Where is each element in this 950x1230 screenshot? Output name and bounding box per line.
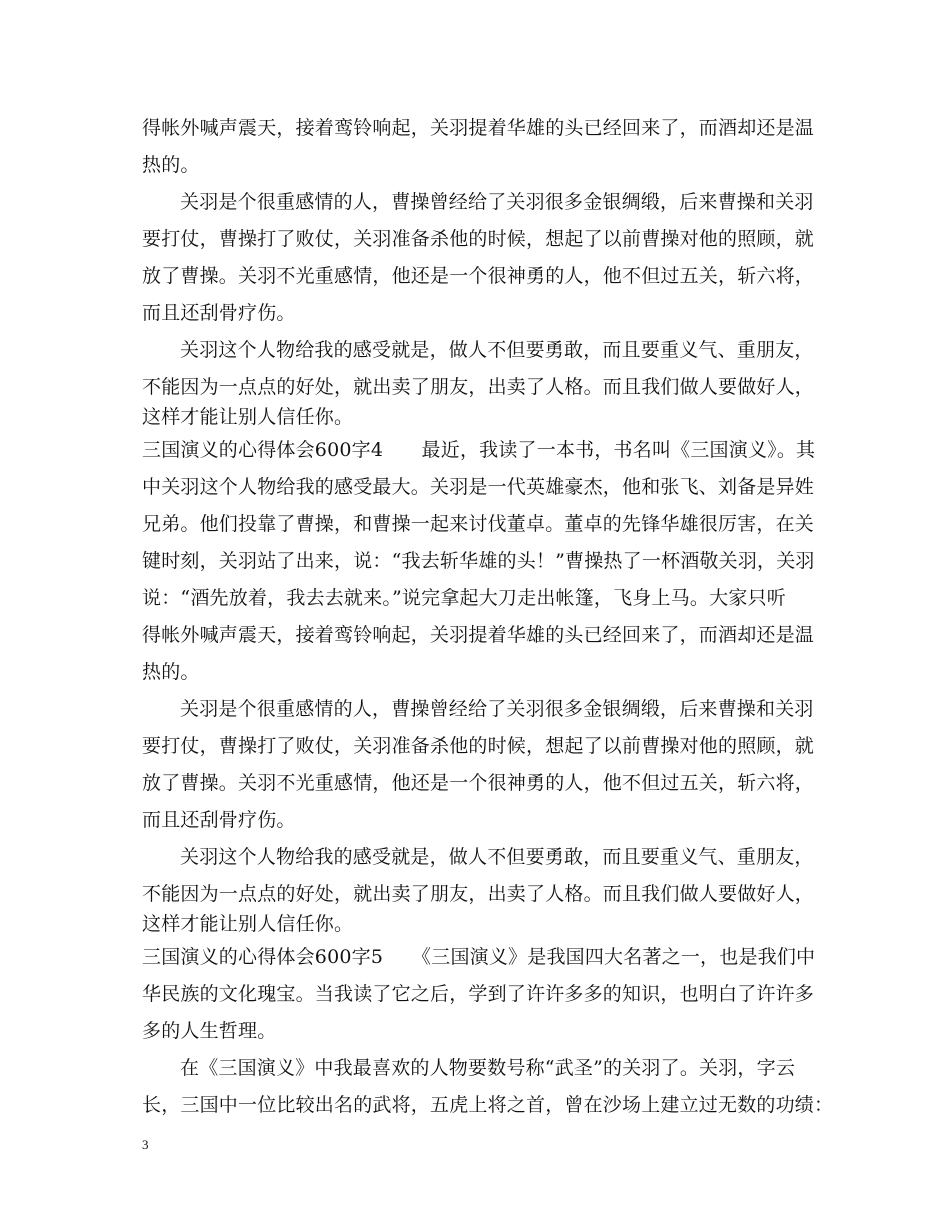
text-line: 不能因为一点点的好处，就出卖了朋友，出卖了人格。而且我们做人要做好人， <box>142 883 815 905</box>
section-heading-line: 三国演义的心得体会600字4 最近，我读了一本书，书名叫《三国演义》。其 <box>142 439 816 461</box>
text-line: 华民族的文化瑰宝。当我读了它之后，学到了许许多多的知识，也明白了许许多 <box>142 983 815 1005</box>
text-line: 关羽是个很重感情的人，曹操曾经给了关羽很多金银绸缎，后来曹操和关羽 <box>180 191 814 213</box>
text-line: 在《三国演义》中我最喜欢的人物要数号称“武圣”的关羽了。关羽，字云 <box>180 1057 796 1079</box>
text-line: 多的人生哲理。 <box>142 1020 277 1042</box>
text-line: 放了曹操。关羽不光重感情，他还是一个很神勇的人，他不但过五关，斩六将， <box>142 265 815 287</box>
text-line: 放了曹操。关羽不光重感情，他还是一个很神勇的人，他不但过五关，斩六将， <box>142 772 815 794</box>
text-line: 关羽这个人物给我的感受就是，做人不但要勇敢，而且要重义气、重朋友， <box>180 846 814 868</box>
text-line: 关羽这个人物给我的感受就是，做人不但要勇敢，而且要重义气、重朋友， <box>180 339 814 361</box>
text-line: 而且还刮骨疗伤。 <box>142 809 296 831</box>
text-line: 兄弟。他们投靠了曹操，和曹操一起来讨伐董卓。董卓的先锋华雄很厉害，在关 <box>142 513 815 535</box>
text-line: 要打仗，曹操打了败仗，关羽准备杀他的时候，想起了以前曹操对他的照顾，就 <box>142 735 815 757</box>
text-line: 长，三国中一位比较出名的武将，五虎上将之首，曾在沙场上建立过无数的功绩： <box>142 1094 834 1116</box>
text-line: 中关羽这个人物给我的感受最大。关羽是一代英雄豪杰，他和张飞、刘备是异姓 <box>142 476 815 498</box>
text-line: 热的。 <box>142 154 200 176</box>
text-line: 得帐外喊声震天，接着鸾铃响起，关羽提着华雄的头已经回来了，而酒却还是温 <box>142 117 815 139</box>
text-line: 键时刻，关羽站了出来，说：“我去斩华雄的头！”曹操热了一杯酒敬关羽，关羽 <box>142 550 815 572</box>
page-number: 3 <box>142 1137 149 1152</box>
text-line: 得帐外喊声震天，接着鸾铃响起，关羽提着华雄的头已经回来了，而酒却还是温 <box>142 624 815 646</box>
text-line: 说：“酒先放着，我去去就来。”说完拿起大刀走出帐篷，飞身上马。大家只听 <box>142 587 786 609</box>
text-line: 要打仗，曹操打了败仗，关羽准备杀他的时候，想起了以前曹操对他的照顾，就 <box>142 228 815 250</box>
text-line: 这样才能让别人信任你。 <box>142 406 354 428</box>
text-line: 热的。 <box>142 661 200 683</box>
text-line: 不能因为一点点的好处，就出卖了朋友，出卖了人格。而且我们做人要做好人， <box>142 376 815 398</box>
text-line: 关羽是个很重感情的人，曹操曾经给了关羽很多金银绸缎，后来曹操和关羽 <box>180 698 814 720</box>
text-line: 而且还刮骨疗伤。 <box>142 302 296 324</box>
text-line: 这样才能让别人信任你。 <box>142 913 354 935</box>
section-heading-line: 三国演义的心得体会600字5 《三国演义》是我国四大名著之一，也是我们中 <box>142 946 816 968</box>
